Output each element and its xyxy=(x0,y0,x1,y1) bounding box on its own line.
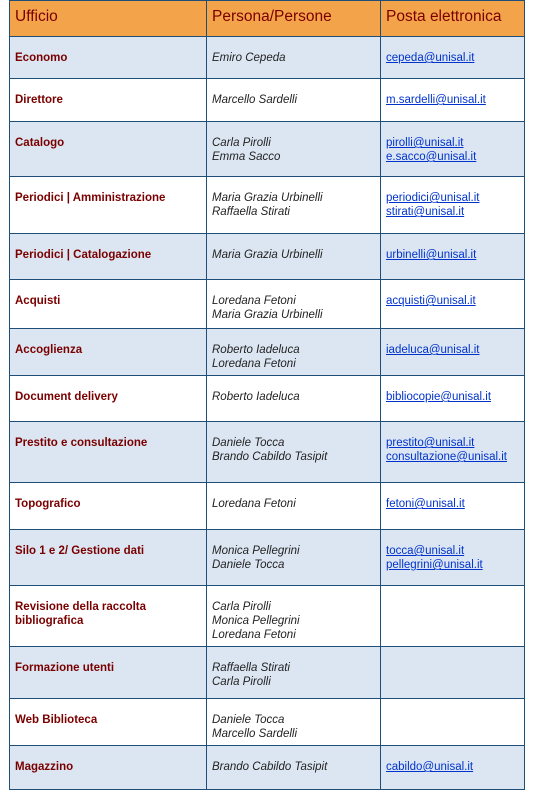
email-cell xyxy=(381,647,525,699)
table-row xyxy=(10,530,525,586)
person-name: Brando Cabildo Tasipit xyxy=(212,451,328,463)
office-name: Magazzino xyxy=(10,746,207,790)
table-row xyxy=(10,234,525,280)
email-link[interactable]: m.sardelli@unisal.it xyxy=(386,94,486,106)
email-link[interactable]: pellegrini@unisal.it xyxy=(386,559,483,571)
person-name: Raffaella Stirati xyxy=(212,662,290,674)
email-cell xyxy=(381,699,525,746)
office-name: Direttore xyxy=(10,79,207,122)
email-link[interactable]: cepeda@unisal.it xyxy=(386,52,475,64)
office-name: Silo 1 e 2/ Gestione dati xyxy=(10,530,207,586)
email-cell xyxy=(381,746,525,790)
people-cell xyxy=(207,647,381,699)
person-name: Monica Pellegrini xyxy=(212,615,300,627)
email-link[interactable]: cabildo@unisal.it xyxy=(386,761,474,773)
person-name: Loredana Fetoni xyxy=(212,295,296,307)
office-name: Prestito e consultazione xyxy=(10,422,207,483)
email-link[interactable]: bibliocopie@unisal.it xyxy=(386,391,492,403)
office-name: Periodici | Catalogazione xyxy=(10,234,207,280)
table-body xyxy=(10,37,525,790)
email-link[interactable]: prestito@unisal.it xyxy=(386,437,475,449)
people-cell xyxy=(207,699,381,746)
people-cell xyxy=(207,746,381,790)
people-cell xyxy=(207,122,381,177)
email-link[interactable]: urbinelli@unisal.it xyxy=(386,249,477,261)
people-cell xyxy=(207,483,381,530)
office-name: Economo xyxy=(10,37,207,79)
person-name: Carla Pirolli xyxy=(212,137,271,149)
email-link[interactable]: periodici@unisal.it xyxy=(386,192,480,204)
people-cell xyxy=(207,37,381,79)
office-contacts-table xyxy=(9,0,525,790)
table-row xyxy=(10,586,525,647)
people-cell xyxy=(207,422,381,483)
office-name: Document delivery xyxy=(10,376,207,422)
person-name: Loredana Fetoni xyxy=(212,629,296,641)
email-cell xyxy=(381,530,525,586)
email-cell xyxy=(381,586,525,647)
email-cell xyxy=(381,79,525,122)
person-name: Maria Grazia Urbinelli xyxy=(212,249,323,261)
table-row xyxy=(10,280,525,329)
email-link[interactable]: iadeluca@unisal.it xyxy=(386,344,480,356)
person-name: Loredana Fetoni xyxy=(212,358,296,370)
table-row xyxy=(10,329,525,376)
header-persone: Persona/Persone xyxy=(207,1,381,37)
person-name: Emiro Cepeda xyxy=(212,52,286,64)
person-name: Roberto Iadeluca xyxy=(212,391,300,403)
email-cell xyxy=(381,37,525,79)
office-name: Catalogo xyxy=(10,122,207,177)
office-name: Acquisti xyxy=(10,280,207,329)
table-row xyxy=(10,177,525,234)
people-cell xyxy=(207,280,381,329)
office-name: Periodici | Amministrazione xyxy=(10,177,207,234)
email-cell xyxy=(381,329,525,376)
header-row xyxy=(10,1,525,37)
people-cell xyxy=(207,329,381,376)
email-link[interactable]: pirolli@unisal.it xyxy=(386,137,464,149)
person-name: Marcello Sardelli xyxy=(212,94,298,106)
header-email: Posta elettronica xyxy=(381,1,525,37)
email-link[interactable]: acquisti@unisal.it xyxy=(386,295,476,307)
table-row xyxy=(10,422,525,483)
email-cell xyxy=(381,280,525,329)
person-name: Marcello Sardelli xyxy=(212,728,298,740)
people-cell xyxy=(207,586,381,647)
person-name: Monica Pellegrini xyxy=(212,545,300,557)
people-cell xyxy=(207,234,381,280)
people-cell xyxy=(207,376,381,422)
person-name: Raffaella Stirati xyxy=(212,206,290,218)
email-link[interactable]: fetoni@unisal.it xyxy=(386,498,465,510)
people-cell xyxy=(207,177,381,234)
table-row xyxy=(10,37,525,79)
email-cell xyxy=(381,483,525,530)
email-cell xyxy=(381,422,525,483)
table-row xyxy=(10,376,525,422)
person-name: Daniele Tocca xyxy=(212,437,285,449)
email-link[interactable]: consultazione@unisal.it xyxy=(386,451,507,463)
email-link[interactable]: stirati@unisal.it xyxy=(386,206,465,218)
email-cell xyxy=(381,122,525,177)
people-cell xyxy=(207,530,381,586)
person-name: Daniele Tocca xyxy=(212,714,285,726)
header-ufficio: Ufficio xyxy=(10,1,207,37)
email-cell xyxy=(381,234,525,280)
office-name: Web Biblioteca xyxy=(10,699,207,746)
person-name: Roberto Iadeluca xyxy=(212,344,300,356)
office-name: Topografico xyxy=(10,483,207,530)
person-name: Emma Sacco xyxy=(212,151,281,163)
office-name: Accoglienza xyxy=(10,329,207,376)
table-row xyxy=(10,746,525,790)
office-name: Formazione utenti xyxy=(10,647,207,699)
office-name: Revisione della raccolta bibliografica xyxy=(10,586,207,647)
person-name: Carla Pirolli xyxy=(212,601,271,613)
people-cell xyxy=(207,79,381,122)
table-row xyxy=(10,699,525,746)
table-row xyxy=(10,122,525,177)
person-name: Brando Cabildo Tasipit xyxy=(212,761,328,773)
table-row xyxy=(10,79,525,122)
table-row xyxy=(10,483,525,530)
table-row xyxy=(10,647,525,699)
email-cell xyxy=(381,177,525,234)
email-cell xyxy=(381,376,525,422)
person-name: Maria Grazia Urbinelli xyxy=(212,309,323,321)
person-name: Loredana Fetoni xyxy=(212,498,296,510)
person-name: Daniele Tocca xyxy=(212,559,285,571)
person-name: Carla Pirolli xyxy=(212,676,271,688)
person-name: Maria Grazia Urbinelli xyxy=(212,192,323,204)
email-link[interactable]: tocca@unisal.it xyxy=(386,545,465,557)
email-link[interactable]: e.sacco@unisal.it xyxy=(386,151,477,163)
